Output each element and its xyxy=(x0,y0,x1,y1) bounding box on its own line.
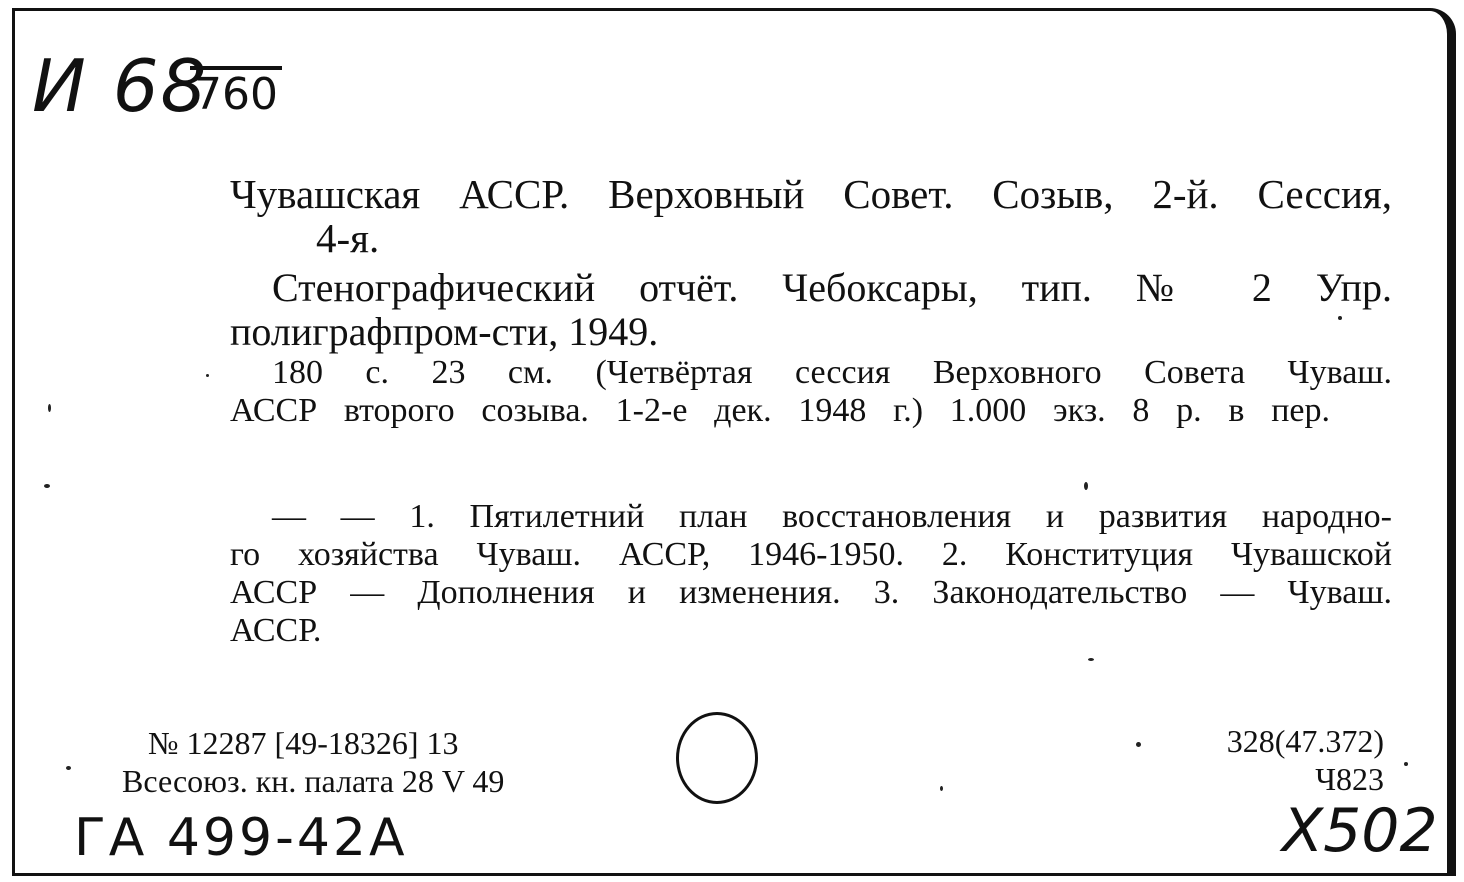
print-speck xyxy=(1136,742,1141,747)
subject-line: АССР. xyxy=(230,612,322,649)
description-line: Стенографический отчёт. Чебоксары, тип. № 2 Упр. xyxy=(272,265,1392,310)
subjects-block xyxy=(230,498,1392,650)
handwritten-location-code: Х502 xyxy=(1282,796,1438,866)
punch-hole xyxy=(676,712,758,804)
print-speck xyxy=(1088,658,1094,661)
print-speck xyxy=(48,404,51,412)
print-speck xyxy=(1084,482,1088,490)
subject-line: го хозяйства Чуваш. АССР, 1946-1950. 2. Конституция Чувашской xyxy=(230,536,1392,573)
print-speck xyxy=(940,786,943,791)
collation-block xyxy=(230,354,1392,430)
print-speck xyxy=(44,484,50,488)
heading-line: Чувашская АССР. Верховный Совет. Созыв, 2-й. Сессия, xyxy=(230,171,1392,217)
heading-block xyxy=(230,172,1392,260)
description-block xyxy=(230,266,1392,354)
subject-line: — — 1. Пятилетний план восстановления и развития народно- xyxy=(272,498,1392,535)
collation-line: АССР второго созыва. 1-2-е дек. 1948 г.) 1.000 экз. 8 р. в пер. xyxy=(230,392,1330,429)
description-line: полиграфпром-сти, 1949. xyxy=(230,309,659,354)
subject-line: АССР — Дополнения и изменения. 3. Законодательство — Чуваш. xyxy=(230,574,1392,611)
print-speck xyxy=(1404,762,1408,766)
author-mark: Ч823 xyxy=(1315,761,1384,797)
heading-line: 4-я. xyxy=(316,215,380,261)
chamber-stamp: Всесоюз. кн. палата 28 V 49 xyxy=(122,763,505,799)
handwritten-shelfmark: И 68 xyxy=(32,44,209,128)
print-speck xyxy=(1338,316,1342,320)
registration-info xyxy=(122,724,504,800)
handwritten-shelfmark-number: 760 xyxy=(190,66,282,120)
collation-line: 180 с. 23 см. (Четвёртая сессия Верховного Совета Чуваш. xyxy=(272,354,1392,391)
classification-info xyxy=(1227,722,1384,798)
handwritten-inventory-code: ГА 499-42А xyxy=(74,808,408,868)
udc-code: 328(47.372) xyxy=(1226,723,1384,759)
print-speck xyxy=(206,374,209,377)
print-speck xyxy=(66,766,71,770)
registration-number: № 12287 [49-18326] 13 xyxy=(148,725,459,761)
